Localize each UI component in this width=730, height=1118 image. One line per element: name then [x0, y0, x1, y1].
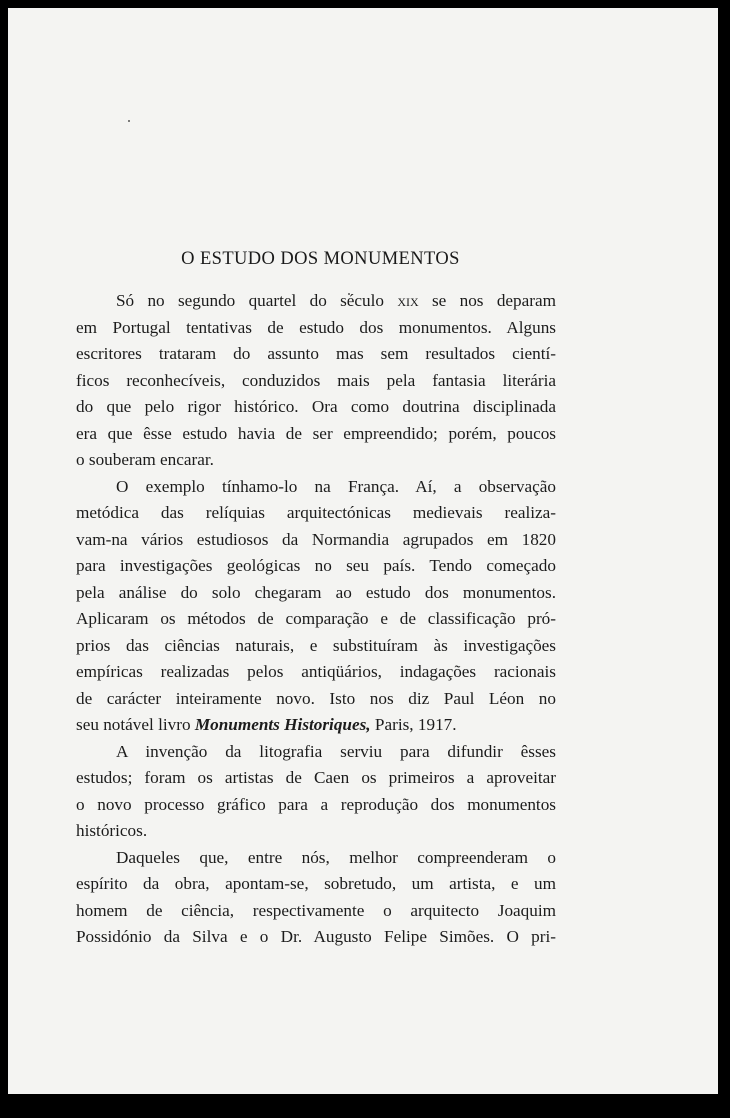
paragraph-2-line: prios das ciências naturais, e substituíram às investigações	[76, 635, 556, 655]
paragraph-3-line: o novo processo gráfico para a reprodução dos monumentos	[76, 794, 556, 814]
body-text	[76, 288, 556, 951]
paragraph-3-line: estudos; foram os artistas de Caen os primeiros a aproveitar	[76, 768, 556, 787]
paragraph-1-line: do que pelo rigor histórico. Ora como doutrina disciplinada	[76, 397, 556, 416]
paragraph-2-line: para investigações geológicas no seu país. Tendo começado	[76, 556, 556, 575]
paragraph-2-line: vam-na vários estudiosos da Normandia agrupados em 1820	[76, 529, 556, 549]
paragraph-2-line: de carácter inteiramente novo. Isto nos diz Paul Léon no	[76, 688, 556, 708]
paragraph-4-line: Possidónio da Silva e o Dr. Augusto Felipe Simões. O pri-	[76, 927, 556, 946]
paragraph-1-line: em Portugal tentativas de estudo dos monumentos. Alguns	[76, 317, 556, 337]
paragraph-3-line: históricos.	[76, 821, 148, 840]
book-page	[8, 8, 718, 1094]
book-title-citation: Monuments Historiques,	[194, 715, 371, 734]
paragraph-2-line: Aplicaram os métodos de comparação e de classificação pró-	[76, 609, 556, 628]
paragraph-1-line: o souberam encarar.	[76, 450, 214, 469]
paper-speck	[128, 120, 130, 122]
paragraph-2-line: empíricas realizadas pelos antiqüários, indagações racionais	[76, 662, 556, 681]
paragraph-2-line: pela análise do solo chegaram ao estudo dos monumentos.	[76, 582, 556, 602]
paragraph-1-line: ficos reconhecíveis, conduzidos mais pela fantasia literária	[76, 370, 556, 390]
paragraph-2-line: O exemplo tínhamo-lo na França. Aí, a observação	[116, 476, 556, 496]
paragraph-3-line: A invenção da litografia serviu para difundir êsses	[116, 741, 556, 761]
paragraph-2-line: seu notável livro Monuments Historiques, Paris, 1917.	[76, 715, 457, 734]
paragraph-4-line: Daqueles que, entre nós, melhor compreenderam o	[116, 847, 556, 867]
paragraph-4-line: espírito da obra, apontam-se, sobretudo, um artista, e um	[76, 874, 556, 893]
paragraph-1-line: Só no segundo quartel do século xix se nos deparam	[116, 291, 556, 310]
paragraph-1-line: escritores trataram do assunto mas sem resultados cientí-	[76, 344, 556, 363]
paragraph-4-line: homem de ciência, respectivamente o arquitecto Joaquim	[76, 900, 556, 920]
chapter-title: O ESTUDO DOS MONUMENTOS	[181, 249, 460, 269]
paragraph-1-line: era que êsse estudo havia de ser empreendido; porém, poucos	[76, 423, 556, 443]
paragraph-2-line: metódica das relíquias arquitectónicas medievais realiza-	[76, 503, 556, 522]
